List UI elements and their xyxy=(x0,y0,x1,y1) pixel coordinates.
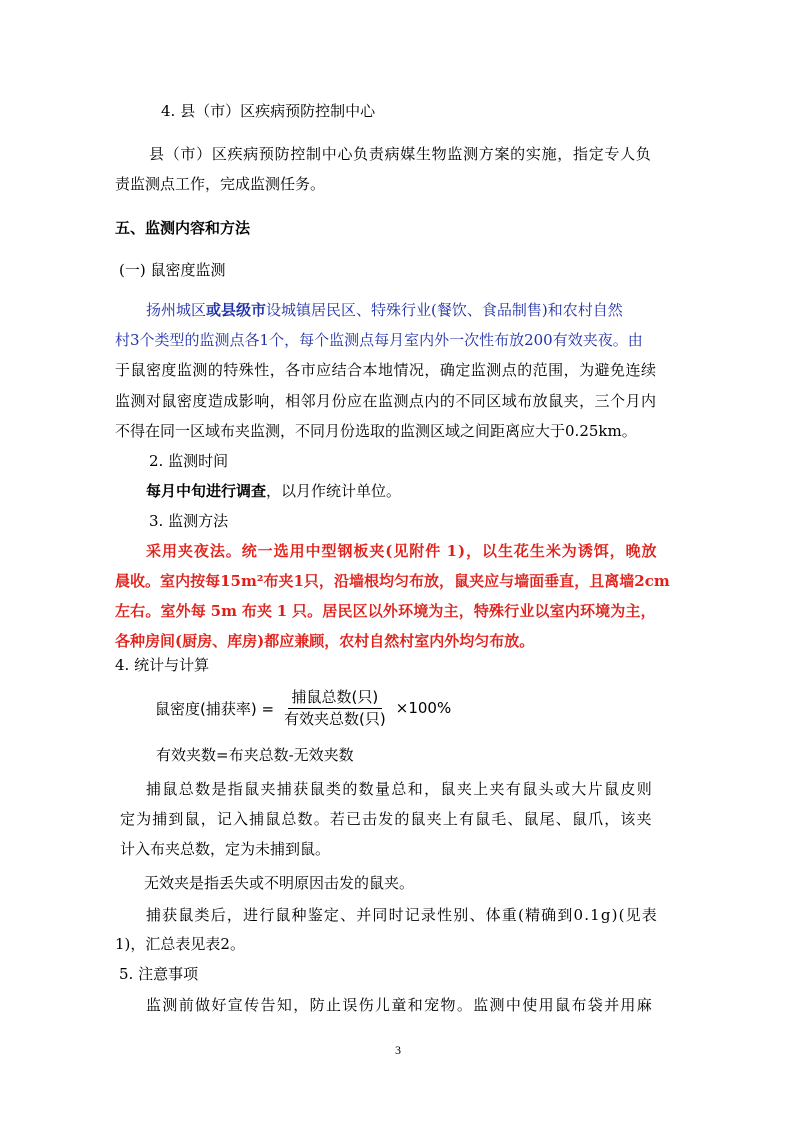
paragraph-line: 责监测点工作，完成监测任务。 xyxy=(115,175,326,193)
monitoring-time-heading: 2. 监测时间 xyxy=(149,452,229,470)
sites-paragraph-line-4: 监 测 对 鼠 密 度 造 成 影 响 ， 相 邻 月 份 应 在 监 测 点 内 的 不 同 区 域 布 放 鼠 夹 ， 三 个 月 内 xyxy=(115,392,656,410)
formula-fraction xyxy=(280,688,390,729)
formula-denominator: 有效夹总数(只) xyxy=(284,709,386,728)
sites-paragraph-line-3: 于 鼠 密 度 监 测 的 特 殊 性 ， 各 市 应 结 合 本 地 情 况 ， 确 定 监 测 点 的 范 围 ， 为 避 免 连 续 xyxy=(115,361,656,379)
section-heading-county-cdc: 4. 县（市）区疾病预防控制中心 xyxy=(161,102,376,120)
notes-paragraph-line: 监 测 前 做 好 宣 传 告 知 ， 防 止 误 伤 儿 童 和 宠 物 。 监 测 中 使 用 鼠 布 袋 并 用 麻 xyxy=(146,996,652,1014)
sites-paragraph-line-5: 不得在同一区域布夹监测，不同月份选取的监测区域之间距离应大于0.25km。 xyxy=(115,422,637,440)
subsection-heading-rat-density: (一) 鼠密度监测 xyxy=(119,261,226,279)
paragraph-line: 县 （ 市 ） 区 疾 病 预 防 控 制 中 心 负 责 病 媒 生 物 监 测 方 案 的 实 施 ， 指 定 专 人 负 xyxy=(149,145,651,163)
method-line-2: 晨 收 。 室 内 按 每 1 5 m ² 布 夹 1 只 ， 沿 墙 根 均 匀 布 放 ， 鼠 夹 应 与 墙 面 垂 直 ， 且 离 墙 2 c m xyxy=(115,572,670,590)
method-line-4: 各种房间(厨房、库房)都应兼顾，农村自然村室内外均匀布放。 xyxy=(115,632,535,650)
text-span: ，以月作统计单位。 xyxy=(266,482,402,500)
page-number: 3 xyxy=(395,1043,401,1057)
sites-paragraph-line-1 xyxy=(146,300,623,320)
formula-numerator: 捕鼠总数(只) xyxy=(288,688,383,709)
statistics-heading: 4. 统计与计算 xyxy=(115,656,210,674)
capture-paragraph-line: 捕 鼠 总 数 是 指 鼠 夹 捕 获 鼠 类 的 数 量 总 和 ， 鼠 夹 上 夹 有 鼠 头 或 大 片 鼠 皮 则 xyxy=(146,780,652,798)
invalid-trap-definition: 无效夹是指丢失或不明原因击发的鼠夹。 xyxy=(144,874,415,892)
monitoring-method-heading: 3. 监测方法 xyxy=(149,512,229,530)
bold-text-span: 或县级市 xyxy=(206,301,267,319)
sites-paragraph-line-2: 村3个类型的监测点各1个，每个监测点每月室内外一次性布放200有效夹夜。由 xyxy=(115,331,643,349)
notes-heading: 5. 注意事项 xyxy=(119,965,199,983)
method-line-1: 采 用 夹 夜 法 。 统 一 选 用 中 型 钢 板 夹 ( 见 附 件 1 ) ， 以 生 花 生 米 为 诱 饵 ， 晚 放 xyxy=(146,542,657,560)
part5-heading: 五、监测内容和方法 xyxy=(115,219,251,237)
after-capture-line: 1)，汇总表见表2。 xyxy=(115,935,245,953)
effective-trap-definition: 有效夹数=布夹总数-无效夹数 xyxy=(156,746,354,764)
capture-paragraph-line: 计入布夹总数，定为未捕到鼠。 xyxy=(120,840,331,858)
capture-paragraph-line: 定 为 捕 到 鼠 ， 记 入 捕 鼠 总 数 。 若 已 击 发 的 鼠 夹 上 有 鼠 毛 、 鼠 尾 、 鼠 爪 ， 该 夹 xyxy=(120,810,652,828)
text-span: 扬州城区 xyxy=(146,301,207,319)
after-capture-line: 捕 获 鼠 类 后 ， 进 行 鼠 种 鉴 定 、 并 同 时 记 录 性 别 、 体 重 ( 精 确 到 0 . 1 g ) ( 见 表 xyxy=(146,906,657,924)
bold-text-span: 每月中旬进行调查 xyxy=(146,482,267,500)
rat-density-formula xyxy=(155,686,451,730)
formula-lhs: 鼠密度(捕获率) = xyxy=(155,699,275,718)
formula-suffix: ×100% xyxy=(395,699,452,717)
method-line-3: 左 右 。 室 外 每 5 m 布 夹 1 只 。 居 民 区 以 外 环 境 为 主 ， 特 殊 行 业 以 室 内 环 境 为 主 ， xyxy=(115,602,656,620)
text-span: 设城镇居民区、特殊行业(餐饮、食品制售)和农村自然 xyxy=(266,301,623,319)
monitoring-time-text xyxy=(146,481,401,501)
